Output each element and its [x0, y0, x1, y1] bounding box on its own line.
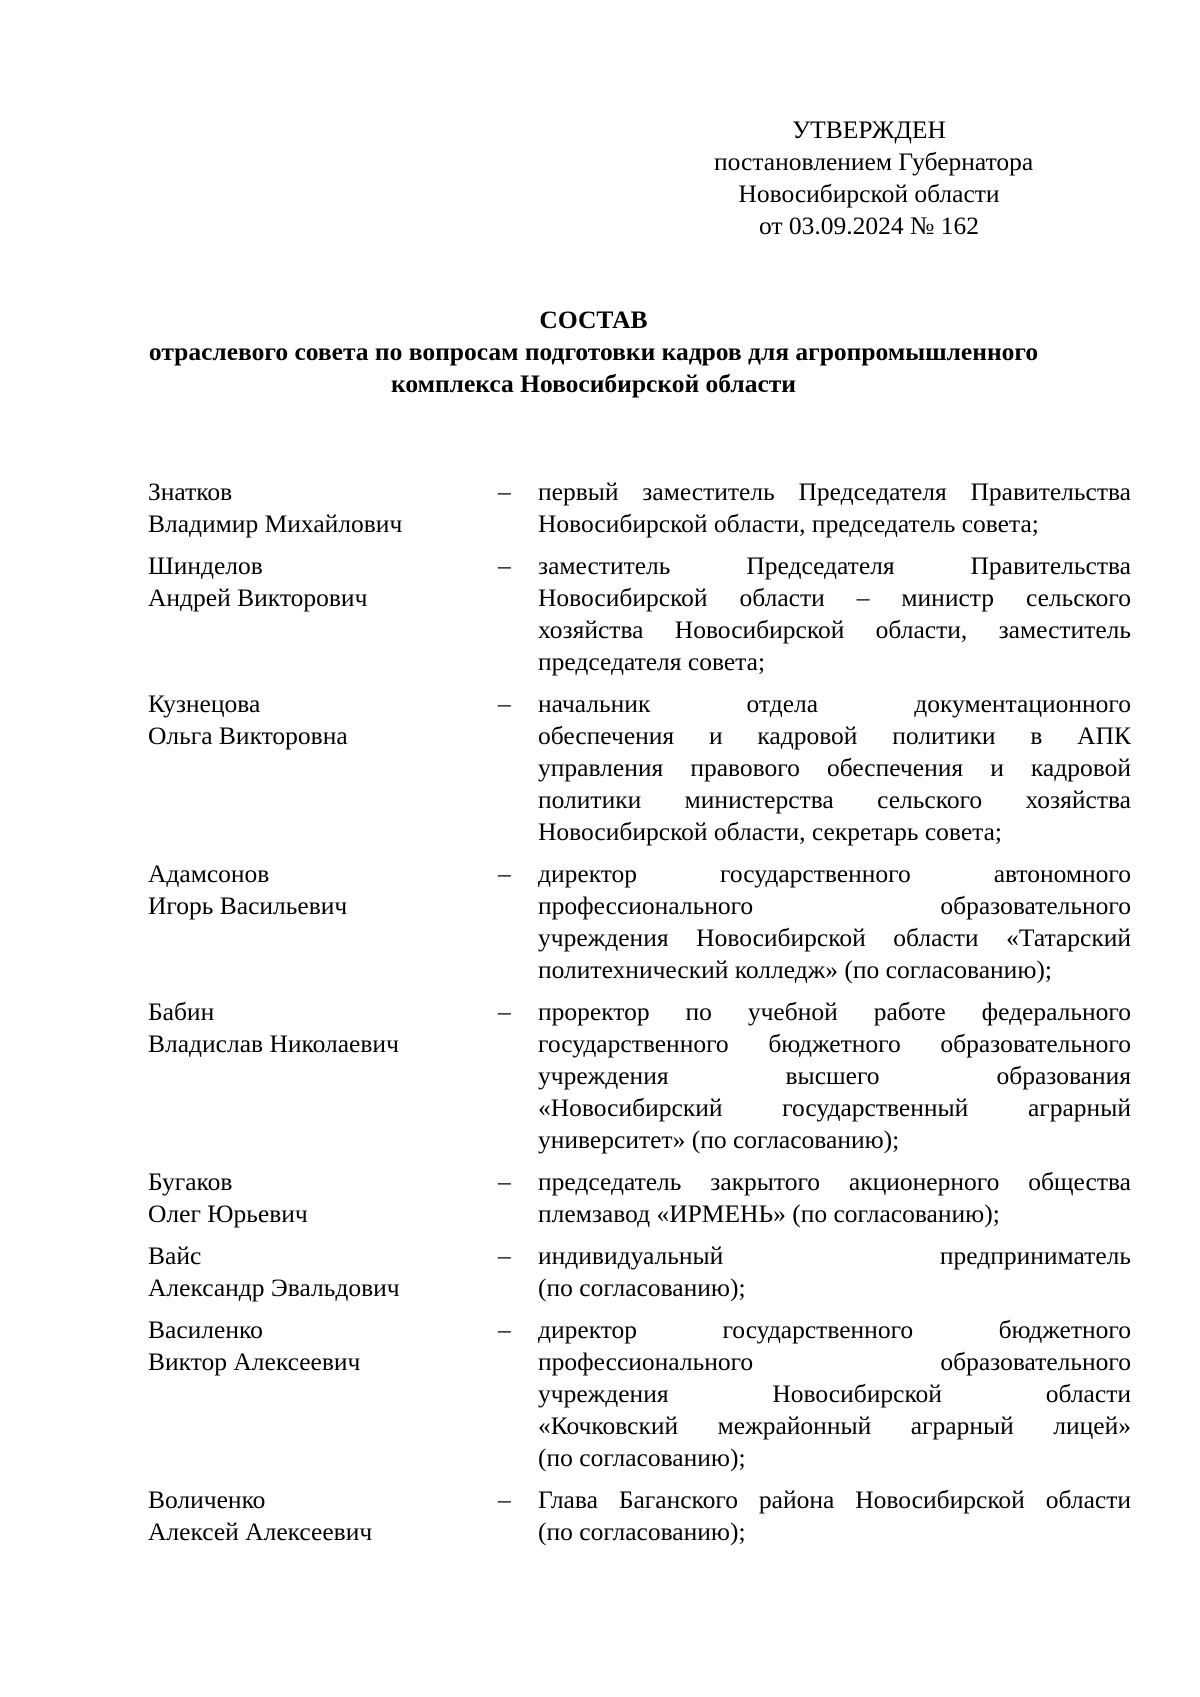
member-role-line: обеспечения и кадровой политики в АПК	[538, 721, 1131, 750]
member-name	[148, 1240, 498, 1304]
member-name	[148, 550, 498, 614]
member-given-names: Игорь Васильевич	[148, 891, 348, 920]
approval-title: УТВЕРЖДЕН	[792, 115, 946, 144]
member-surname: Василенко	[148, 1315, 263, 1344]
member-given-names: Алексей Алексеевич	[148, 1517, 373, 1546]
member-role-line: директор государственного бюджетного	[538, 1315, 1131, 1344]
member-dash: –	[498, 551, 511, 580]
member-role-line: (по согласованию);	[538, 1517, 746, 1546]
title-subheading-line2: комплекса Новосибирской области	[391, 369, 796, 398]
member-dash: –	[498, 997, 511, 1026]
member-role-line: Новосибирской области, секретарь совета;	[538, 817, 1002, 846]
document-title	[136, 304, 1051, 400]
member-role-line: племзавод «ИРМЕНЬ» (по согласованию);	[538, 1199, 1000, 1228]
approval-date-number: от 03.09.2024 № 162	[758, 211, 979, 240]
member-role	[538, 996, 1131, 1156]
member-role-line: индивидуальный предприниматель	[538, 1241, 1131, 1270]
member-role-line: председатель закрытого акционерного общества	[538, 1167, 1131, 1196]
member-role	[538, 1240, 1131, 1304]
member-role-line: политики министерства сельского хозяйства	[538, 785, 1131, 814]
member-role-line: хозяйства Новосибирской области, заместитель	[538, 615, 1131, 644]
member-role-line: «Кочковский межрайонный аграрный лицей»	[538, 1411, 1131, 1440]
members-list	[148, 476, 1133, 1558]
approval-decree: постановлением Губернатора	[714, 147, 1034, 176]
member-surname: Бугаков	[148, 1167, 233, 1196]
member-role-line: профессионального образовательного	[538, 891, 1131, 920]
member-name	[148, 1166, 498, 1230]
member-dash: –	[498, 1315, 511, 1344]
approval-stamp	[714, 114, 1034, 242]
member-role	[538, 1314, 1131, 1474]
member-row	[148, 996, 1133, 1156]
member-role-line: председателя совета;	[538, 647, 766, 676]
member-dash: –	[498, 859, 511, 888]
approval-region: Новосибирской области	[738, 179, 1000, 208]
member-role-line: учреждения Новосибирской области	[538, 1379, 1131, 1408]
member-surname: Знатков	[148, 477, 233, 506]
member-surname: Вайс	[148, 1241, 202, 1270]
member-role-line: директор государственного автономного	[538, 859, 1131, 888]
member-role	[538, 476, 1131, 540]
member-role-line: управления правового обеспечения и кадровой	[538, 753, 1131, 782]
member-role-line: Глава Баганского района Новосибирской области	[538, 1485, 1131, 1514]
member-role-line: политехнический колледж» (по согласованию);	[538, 955, 1052, 984]
member-name	[148, 476, 498, 540]
member-given-names: Владимир Михайлович	[148, 509, 403, 538]
member-given-names: Ольга Викторовна	[148, 721, 348, 750]
member-dash: –	[498, 1241, 511, 1270]
member-role-line: университет» (по согласованию);	[538, 1125, 900, 1154]
member-row	[148, 476, 1133, 540]
member-given-names: Александр Эвальдович	[148, 1273, 400, 1302]
member-row	[148, 688, 1133, 848]
member-surname: Кузнецова	[148, 689, 261, 718]
member-role	[538, 858, 1131, 986]
member-role-line: профессионального образовательного	[538, 1347, 1131, 1376]
member-given-names: Виктор Алексеевич	[148, 1347, 361, 1376]
member-role	[538, 1166, 1131, 1230]
member-name	[148, 1314, 498, 1378]
member-role-line: проректор по учебной работе федерального	[538, 997, 1131, 1026]
member-surname: Воличенко	[148, 1485, 266, 1514]
member-role-line: государственного бюджетного образовательного	[538, 1029, 1131, 1058]
member-row	[148, 1314, 1133, 1474]
member-role-line: «Новосибирский государственный аграрный	[538, 1093, 1131, 1122]
member-role	[538, 550, 1131, 678]
member-given-names: Андрей Викторович	[148, 583, 368, 612]
member-given-names: Владислав Николаевич	[148, 1029, 399, 1058]
member-row	[148, 858, 1133, 986]
member-name	[148, 688, 498, 752]
member-role	[538, 1484, 1131, 1548]
member-dash: –	[498, 1485, 511, 1514]
member-row	[148, 550, 1133, 678]
member-name	[148, 996, 498, 1060]
member-role-line: Новосибирской области, председатель совета;	[538, 509, 1039, 538]
member-role-line: начальник отдела документационного	[538, 689, 1131, 718]
member-row	[148, 1240, 1133, 1304]
member-row	[148, 1166, 1133, 1230]
member-surname: Бабин	[148, 997, 215, 1026]
member-dash: –	[498, 1167, 511, 1196]
member-given-names: Олег Юрьевич	[148, 1199, 308, 1228]
member-role-line: Новосибирской области – министр сельского	[538, 583, 1131, 612]
member-surname: Адамсонов	[148, 859, 270, 888]
member-surname: Шинделов	[148, 551, 263, 580]
member-name	[148, 858, 498, 922]
title-subheading-line1: отраслевого совета по вопросам подготовки кадров для агропромышленного	[148, 337, 1039, 366]
member-role-line: учреждения Новосибирской области «Татарский	[538, 923, 1131, 952]
member-role	[538, 688, 1131, 848]
member-role-line: (по согласованию);	[538, 1443, 746, 1472]
member-row	[148, 1484, 1133, 1548]
member-role-line: заместитель Председателя Правительства	[538, 551, 1131, 580]
member-dash: –	[498, 477, 511, 506]
member-role-line: учреждения высшего образования	[538, 1061, 1131, 1090]
title-heading: СОСТАВ	[539, 305, 648, 334]
member-role-line: первый заместитель Председателя Правительства	[538, 477, 1131, 506]
member-name	[148, 1484, 498, 1548]
member-dash: –	[498, 689, 511, 718]
member-role-line: (по согласованию);	[538, 1273, 746, 1302]
